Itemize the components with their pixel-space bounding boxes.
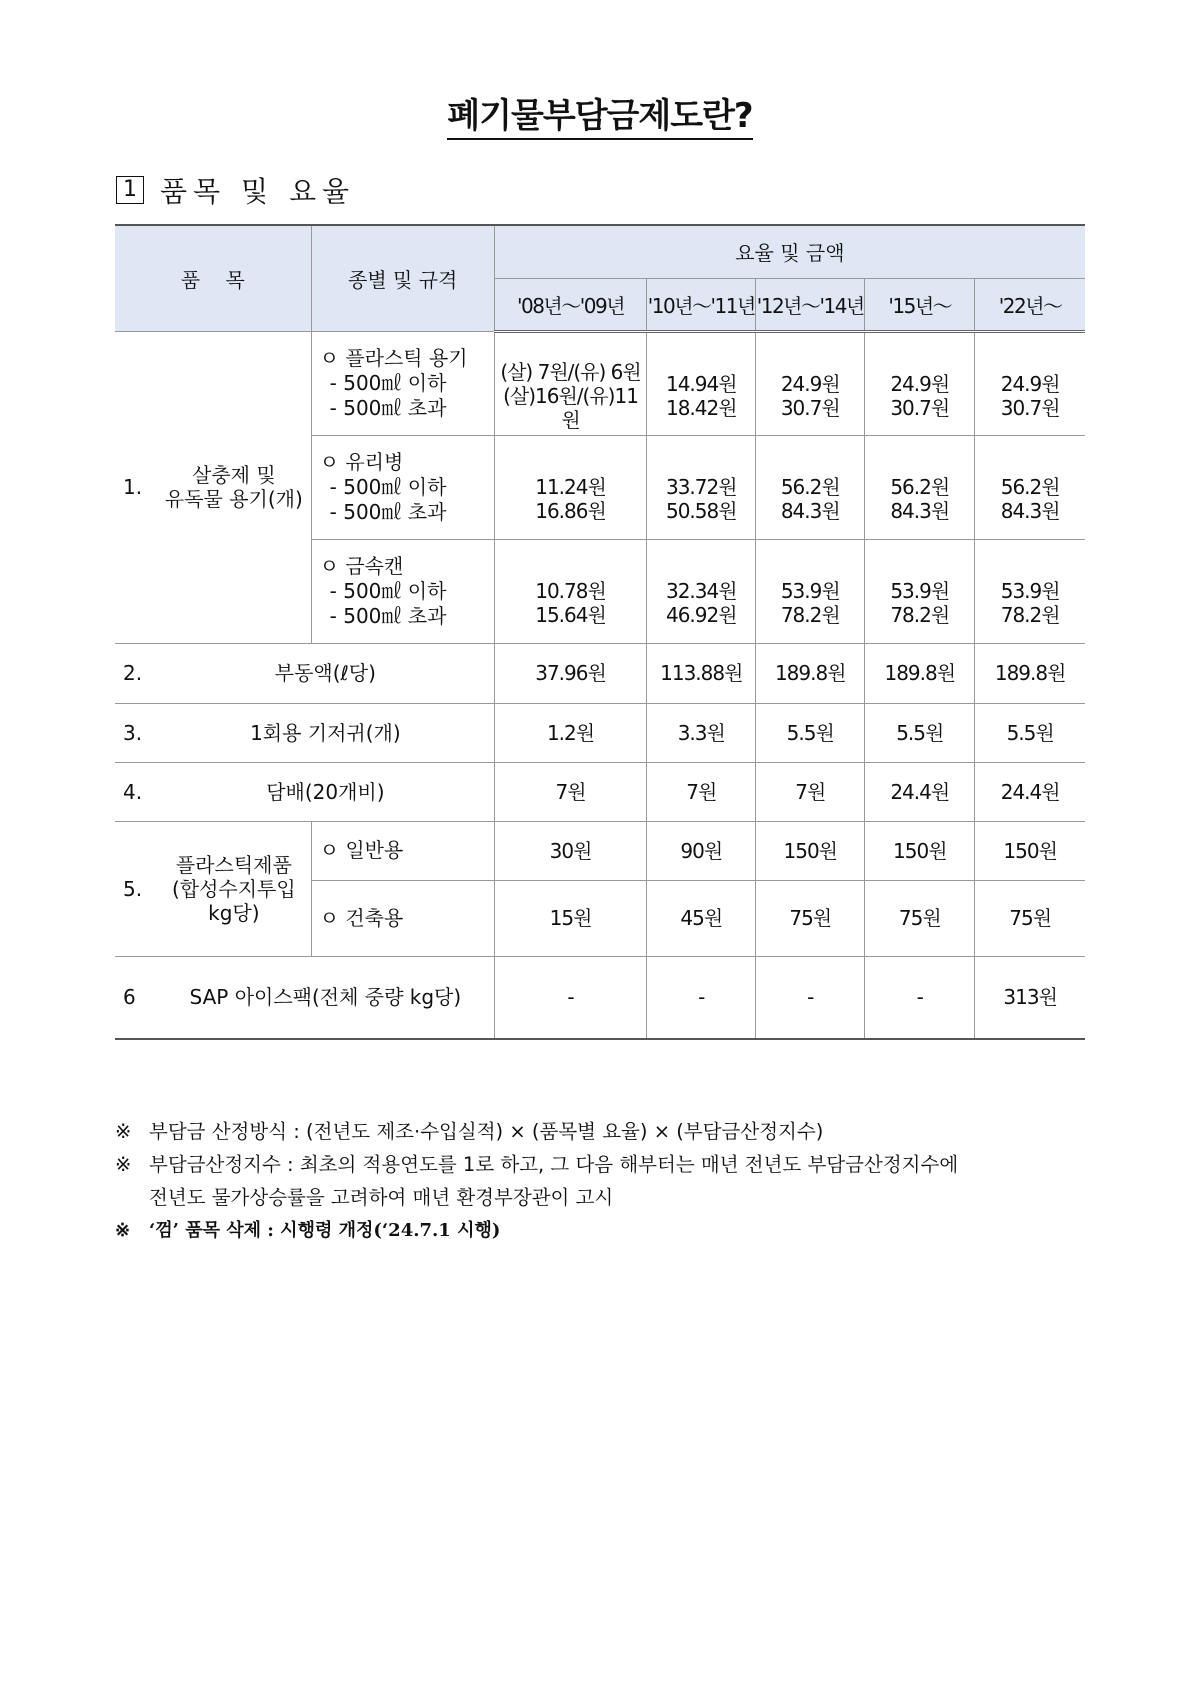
note-text: 부담금산정지수 : 최초의 적용연도를 1로 하고, 그 다음 해부터는 매년 전년도 부담금산정지수에 [149, 1153, 959, 1176]
item-name-line: 유독물 용기(개) [164, 487, 303, 511]
value-text: 24.9원 [780, 371, 840, 396]
value-cell: 24.4원 [975, 762, 1085, 821]
value-cell: 150원 [756, 821, 865, 880]
table-row [115, 703, 1085, 762]
value-cell: - [494, 956, 647, 1039]
value-cell [494, 435, 647, 539]
header-year-15: '15년～ [865, 278, 975, 331]
value-cell: - [647, 956, 756, 1039]
item-cell-2 [115, 643, 494, 703]
value-text: 33.72원 [665, 475, 737, 499]
section-number-box: 1 [116, 176, 144, 204]
value-cell: 150원 [975, 821, 1085, 880]
item-cell-3 [115, 703, 494, 762]
spec-sub: - 500㎖ 이하 [329, 578, 447, 603]
header-year-12: '12년～'14년 [756, 278, 865, 331]
item-name: 부동액(ℓ당) [274, 661, 376, 685]
value-cell: - [756, 956, 865, 1039]
item-name-line: 플라스틱제품 [175, 852, 292, 877]
note-text: 전년도 물가상승률을 고려하여 매년 환경부장관이 고시 [149, 1186, 614, 1209]
item-number: 6 [123, 985, 136, 1010]
item-number: 4. [123, 779, 143, 804]
value-cell [865, 539, 975, 643]
value-text: 56.2원 [890, 475, 950, 499]
value-cell: 5.5원 [756, 703, 865, 762]
value-cell [647, 331, 756, 435]
value-cell: 75원 [865, 880, 975, 956]
value-cell: 3.3원 [647, 703, 756, 762]
table-row [115, 956, 1085, 1039]
spec-sub: - 500㎖ 이하 [329, 370, 447, 395]
value-text: (살) 7원/(유) 6원 [500, 359, 641, 384]
value-cell: 75원 [756, 880, 865, 956]
value-cell [647, 435, 756, 539]
value-cell: 7원 [647, 762, 756, 821]
note-item [115, 1148, 1090, 1181]
item-cell-1 [115, 331, 311, 643]
value-text: 30.7원 [780, 395, 840, 420]
value-cell [494, 539, 647, 643]
spec-group-name: ㅇ 금속캔 [319, 553, 404, 578]
spec-group-name: ㅇ 플라스틱 용기 [319, 345, 468, 370]
item-cell-5 [115, 821, 311, 956]
value-cell: 5.5원 [975, 703, 1085, 762]
value-text: 53.9원 [1000, 579, 1060, 603]
table-row [115, 643, 1085, 703]
section-heading-text: 품목 및 요율 [160, 175, 356, 208]
value-text: 78.2원 [1000, 603, 1060, 627]
value-cell: 15원 [494, 880, 647, 956]
value-cell: 90원 [647, 821, 756, 880]
header-spec: 종별 및 규격 [311, 225, 494, 331]
value-cell: 30원 [494, 821, 647, 880]
value-cell [865, 331, 975, 435]
item-cell-6 [115, 956, 494, 1039]
note-text: ‘껌’ 품목 삭제 : 시행령 개정(‘24.7.1 시행) [149, 1220, 501, 1241]
value-text: 18.42원 [665, 395, 737, 420]
value-text: 50.58원 [665, 499, 737, 523]
table-row [115, 762, 1085, 821]
value-text: 24.9원 [890, 371, 950, 396]
spec-cell [311, 539, 494, 643]
value-cell [756, 539, 865, 643]
spec-sub: - 500㎖ 초과 [329, 603, 447, 628]
value-cell: 7원 [756, 762, 865, 821]
value-text: 78.2원 [890, 603, 950, 627]
value-cell: 37.96원 [494, 643, 647, 703]
value-cell [975, 331, 1085, 435]
value-cell: 75원 [975, 880, 1085, 956]
value-text: 56.2원 [780, 475, 840, 499]
note-mark: ※ [115, 1153, 132, 1176]
section-heading [116, 170, 355, 210]
value-text: 10.78원 [535, 579, 606, 603]
value-cell [756, 331, 865, 435]
item-number: 3. [123, 720, 143, 745]
note-text: 부담금 산정방식 : (전년도 제조·수입실적) × (품목별 요율) × (부담금산정지수) [149, 1120, 824, 1143]
value-cell: 45원 [647, 880, 756, 956]
item-name: 담배(20개비) [266, 779, 385, 804]
value-cell [647, 539, 756, 643]
header-item-text: 품 목 [180, 267, 245, 292]
header-year-08: '08년～'09년 [494, 278, 647, 331]
table-row [115, 331, 1085, 435]
value-text: 84.3원 [1000, 499, 1060, 523]
spec-sub: - 500㎖ 초과 [329, 499, 447, 524]
spec-group-name: ㅇ 유리병 [319, 449, 404, 474]
value-text: 11.24원 [535, 475, 606, 499]
page-title [0, 88, 1200, 137]
value-cell: 1.2원 [494, 703, 647, 762]
value-cell: 150원 [865, 821, 975, 880]
value-cell: 189.8원 [865, 643, 975, 703]
value-text: 16.86원 [535, 499, 606, 523]
value-cell [975, 539, 1085, 643]
value-text: 53.9원 [780, 579, 840, 603]
note-item [115, 1181, 1090, 1214]
value-cell [975, 435, 1085, 539]
value-cell [756, 435, 865, 539]
spec-sub: - 500㎖ 이하 [329, 474, 447, 499]
value-text: 56.2원 [1000, 475, 1060, 499]
header-item [115, 225, 311, 331]
value-text: (살)16원/(유)11원 [503, 383, 638, 432]
value-cell [494, 331, 647, 435]
header-rate: 요율 및 금액 [494, 225, 1085, 278]
value-cell: 7원 [494, 762, 647, 821]
value-cell: - [865, 956, 975, 1039]
value-text: 30.7원 [1000, 395, 1060, 420]
value-text: 14.94원 [665, 371, 737, 396]
item-name-line: 살충제 및 [192, 463, 276, 487]
spec-sub: - 500㎖ 초과 [329, 395, 447, 420]
value-cell: 313원 [975, 956, 1085, 1039]
value-cell [865, 435, 975, 539]
value-text: 53.9원 [890, 579, 950, 603]
spec-cell [311, 435, 494, 539]
header-year-10: '10년～'11년 [647, 278, 756, 331]
note-item [115, 1214, 1090, 1247]
item-name-line: kg당) [208, 900, 260, 925]
table-row [115, 821, 1085, 880]
item-number: 2. [123, 661, 143, 685]
value-text: 32.34원 [665, 579, 737, 603]
item-cell-4 [115, 762, 494, 821]
note-mark: ※ [115, 1120, 132, 1143]
value-text: 84.3원 [890, 499, 950, 523]
item-name-line: (합성수지투입 [171, 876, 296, 901]
value-cell: 189.8원 [756, 643, 865, 703]
notes [115, 1115, 1090, 1247]
value-text: 46.92원 [665, 603, 737, 627]
item-number: 5. [123, 876, 143, 901]
value-cell: 113.88원 [647, 643, 756, 703]
page-title-text: 폐기물부담금제도란? [447, 96, 752, 140]
item-name: 1회용 기저귀(개) [250, 720, 401, 745]
value-cell: 24.4원 [865, 762, 975, 821]
value-text: 78.2원 [780, 603, 840, 627]
item-name: SAP 아이스팩(전체 중량 kg당) [189, 985, 462, 1010]
value-cell: 5.5원 [865, 703, 975, 762]
note-item [115, 1115, 1090, 1148]
header-year-22: '22년～ [975, 278, 1085, 331]
spec-cell: ㅇ 건축용 [311, 880, 494, 956]
value-text: 24.9원 [1000, 371, 1060, 396]
value-cell: 189.8원 [975, 643, 1085, 703]
item-number: 1. [123, 475, 143, 499]
value-text: 84.3원 [780, 499, 840, 523]
spec-cell: ㅇ 일반용 [311, 821, 494, 880]
value-text: 30.7원 [890, 395, 950, 420]
note-mark: ※ [115, 1220, 131, 1241]
value-text: 15.64원 [535, 603, 606, 627]
spec-cell [311, 331, 494, 435]
rate-table [115, 224, 1085, 1040]
